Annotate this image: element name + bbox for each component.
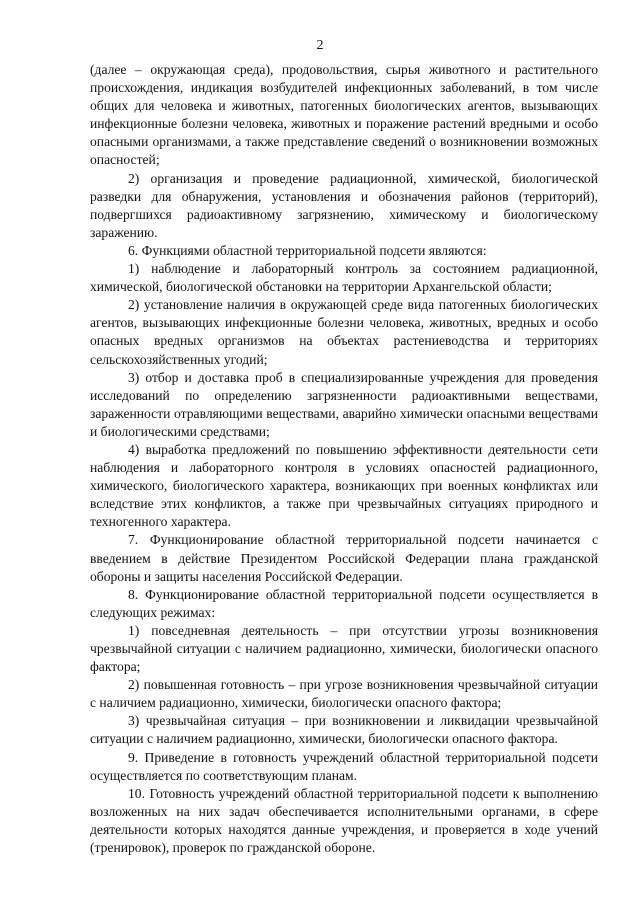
paragraph-section-8-item-1: 1) повседневная деятельность – при отсутствии угрозы возникновения чрезвычайной ситуации с наличием радиационно, химически, биологически опасного фактора; [90,622,598,675]
document-body [90,61,598,857]
paragraph-section-6: 6. Функциями областной территориальной подсети являются: [128,242,487,258]
paragraph-section-6-item-3: 3) отбор и доставка проб в специализированные учреждения для проведения исследований по определению загрязненности радиоактивными веществами, зараженности отравляющими веществами, аварийно химически опасными веществами и биологическими средствами; [90,369,598,439]
paragraph-section-7: 7. Функционирование областной территориальной подсети начинается с введением в действие Президентом Российской Федерации плана гражданской обороны и защиты населения Российской Федерации. [90,532,598,584]
paragraph-section-9: 9. Приведение в готовность учреждений областной территориальной подсети осуществляется по соответствующим планам. [90,749,598,783]
paragraph-section-8-item-2: 2) повышенная готовность – при угрозе возникновения чрезвычайной ситуации с наличием радиационно, химически, биологически опасного фактора; [90,677,598,711]
paragraph-section-6-item-2: 2) установление наличия в окружающей среде вида патогенных биологических агентов, вызывающих инфекционные болезни человека, животных, вредных и особо опасных вредных организмов на объектах растениеводства и территориях сельскохозяйственных угодий; [90,297,598,367]
paragraph-section-6-item-1: 1) наблюдение и лабораторный контроль за состоянием радиационной, химической, биологической обстановки на территории Архангельской области; [90,261,598,295]
page-number: 2 [316,38,324,53]
paragraph-section-8: 8. Функционирование областной территориальной подсети осуществляется в следующих режимах: [90,586,598,620]
paragraph-section-6-item-4: 4) выработка предложений по повышению эффективности деятельности сети наблюдения и лабораторного контроля в условиях опасностей радиационного, химического, биологического характера, возникающих при военных конфликтах или вследствие этих конфликтов, а также при чрезвычайных ситуациях природного и техногенного характера. [90,441,598,530]
paragraph-item-2-reconnaissance: 2) организация и проведение радиационной, химической, биологической разведки для обнаружения, установления и обозначения районов (территорий), подвергшихся радиоактивному загрязнению, химическому и биологическому заражению. [90,170,598,240]
paragraph-section-8-item-3: 3) чрезвычайная ситуация – при возникновении и ликвидации чрезвычайной ситуации с наличием радиационно, химически, биологически опасного фактора. [90,713,598,747]
paragraph-continuation: (далее – окружающая среда), продовольствия, сырья животного и растительного происхождения, индикация возбудителей инфекционных заболеваний, в том числе общих для человека и животных, патогенных биологических агентов, вызывающих инфекционные болезни человека, животных и поражение растений вредными и особо опасными организмами, а также представление сведений о возникновении возможных опасностей; [90,62,598,168]
paragraph-section-10: 10. Готовность учреждений областной территориальной подсети к выполнению возложенных на них задач обеспечивается исполнительными органами, в сфере деятельности которых находятся данные учреждения, и проверяется в ходе учений (тренировок), проверок по гражданской обороне. [90,785,598,856]
